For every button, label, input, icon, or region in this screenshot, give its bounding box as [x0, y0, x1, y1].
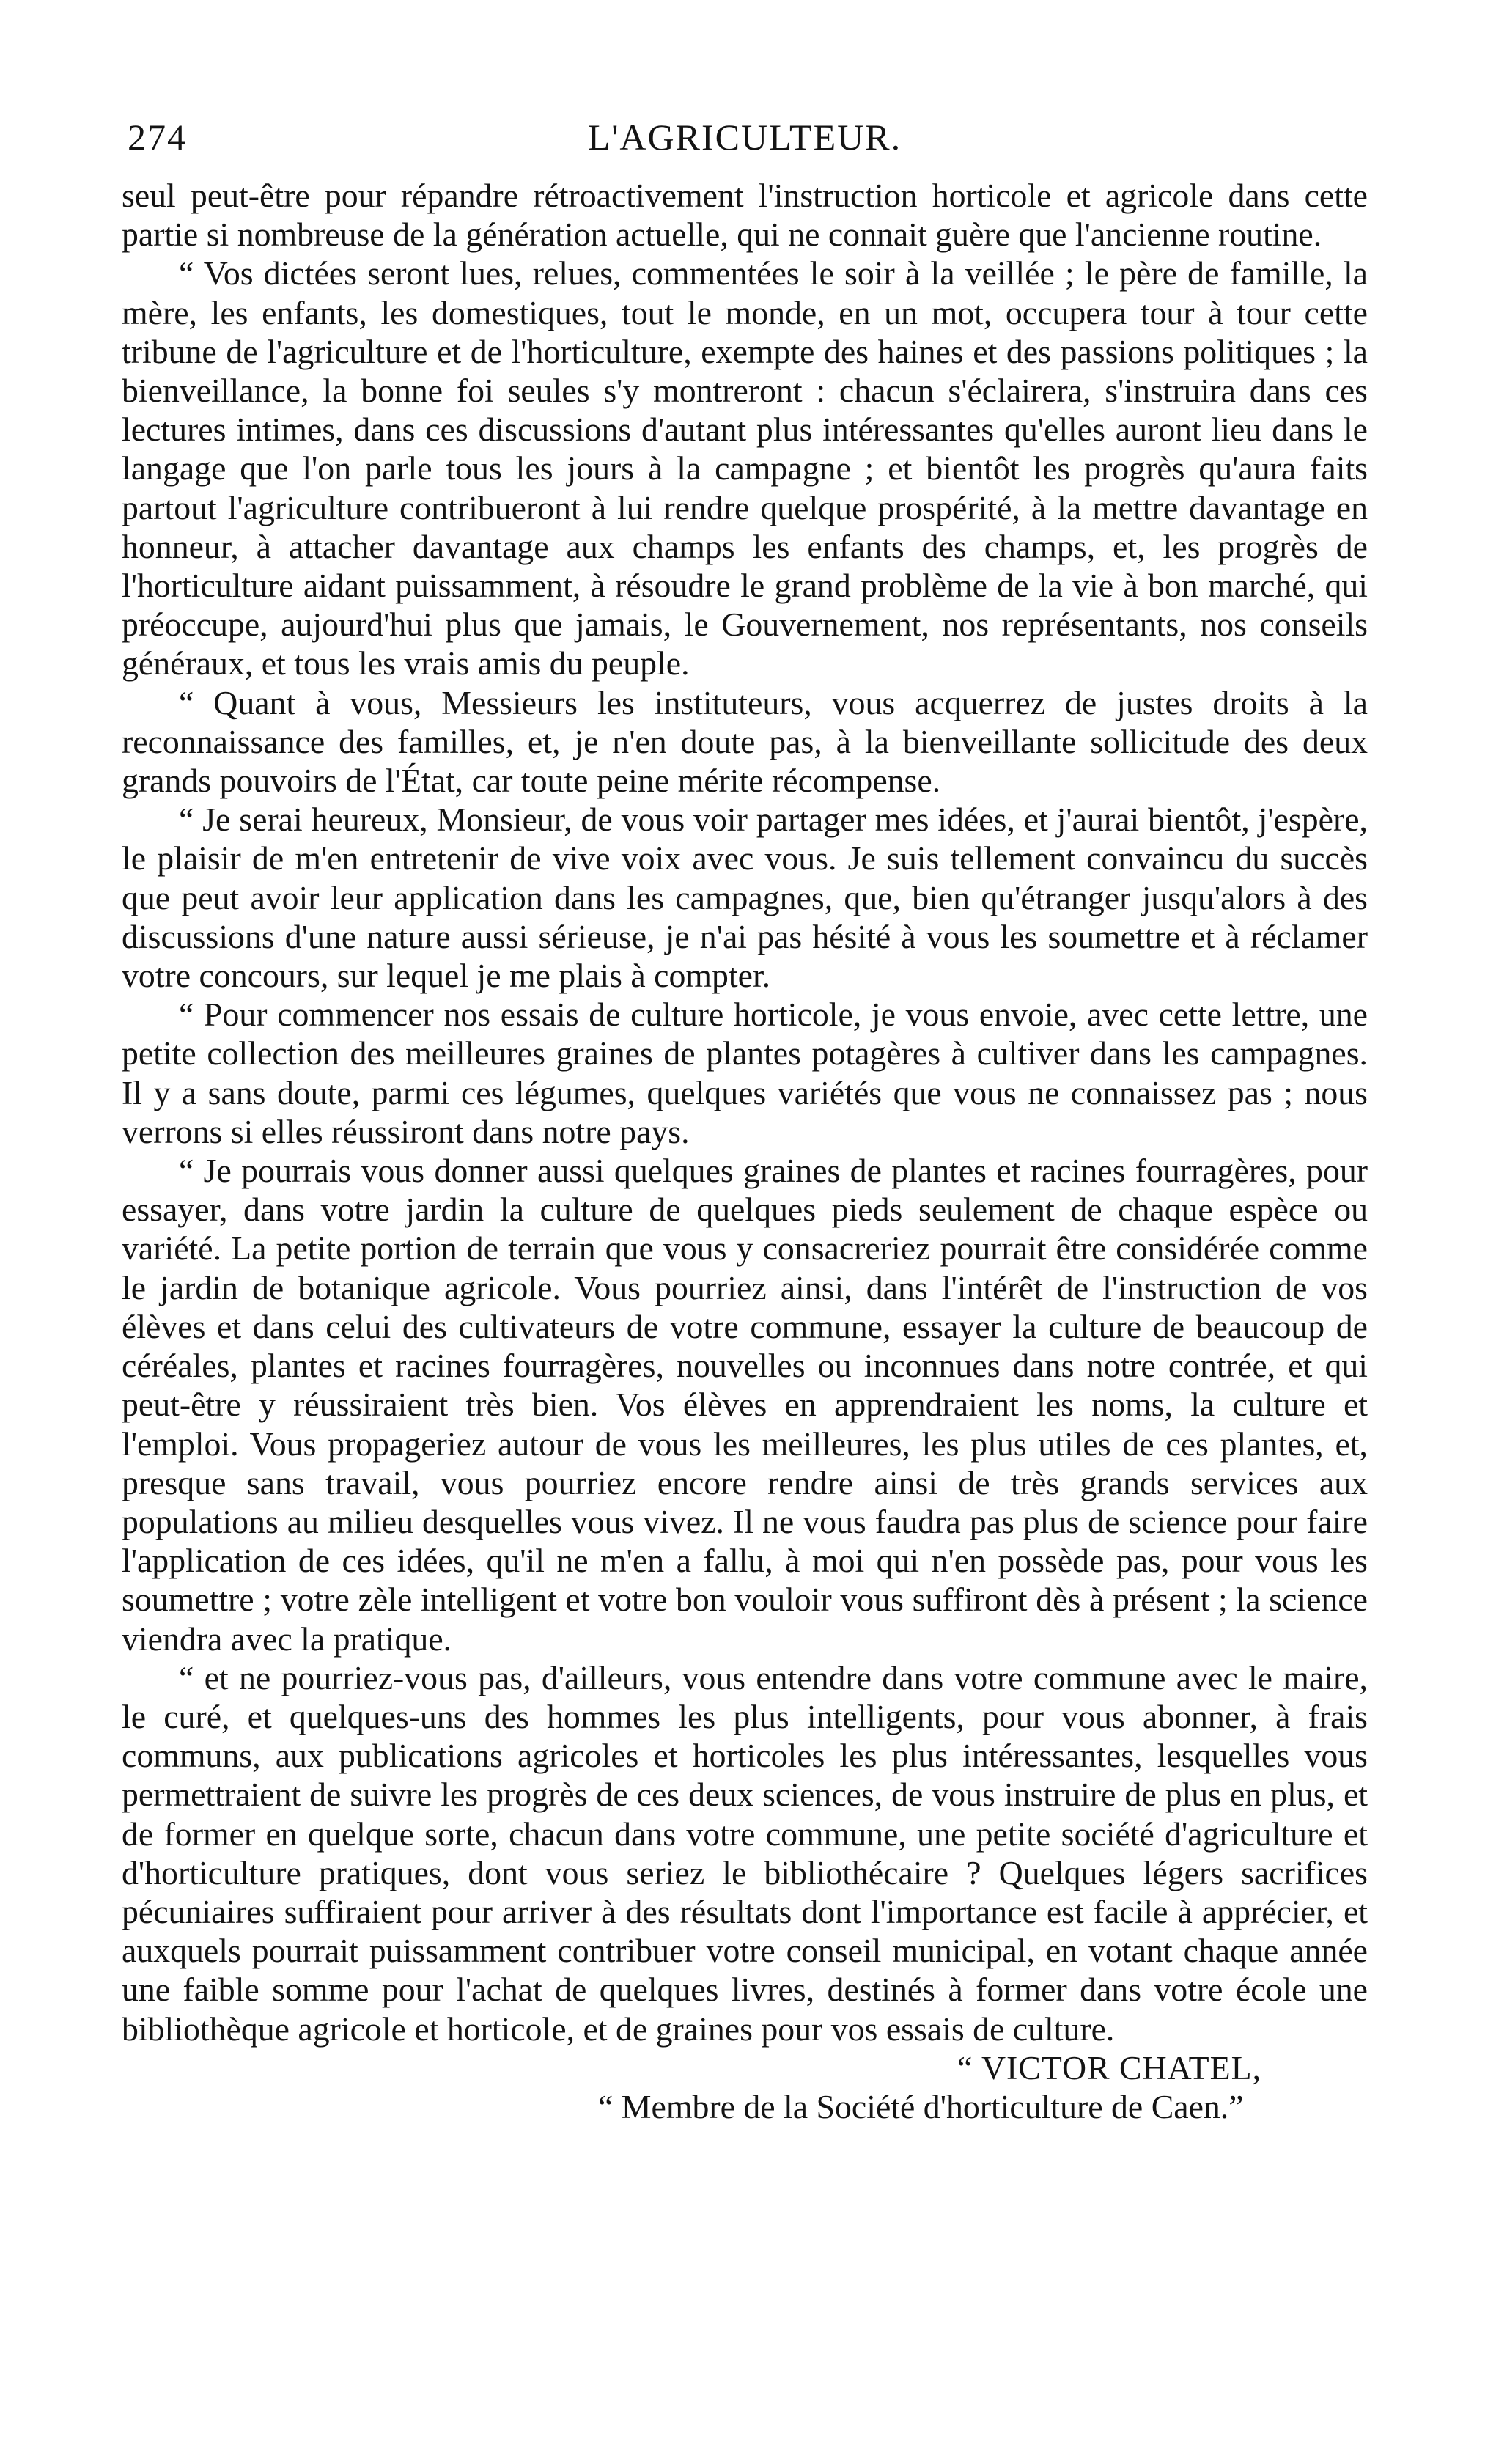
page-header — [122, 110, 1368, 176]
body-text — [122, 176, 1368, 2048]
paragraph-heureux: “ Je serai heureux, Monsieur, de vous voir partager mes idées, et j'aurai bientôt, j'espère, le plaisir de m'en entretenir de vive voix avec vous. Je suis tellement convaincu du succès que peut avoir leur application dans les campagnes, que, bien qu'étranger jusqu'alors à des discussions d'une nature aussi sérieuse, je n'ai pas hésité à vous les soumettre et à réclamer votre concours, sur lequel je me plais à compter. — [122, 801, 1368, 995]
paragraph-continuation: seul peut-être pour répandre rétroactivement l'instruction horticole et agricole dans cette partie si nombreuse de la génération actuelle, qui ne connait guère que l'ancienne routine. — [122, 177, 1368, 254]
signature-name: “ VICTOR CHATEL, — [957, 2048, 1262, 2086]
book-page — [122, 110, 1368, 2126]
signature-title: “ Membre de la Société d'horticulture de Caen.” — [598, 2087, 1244, 2125]
paragraph-dictees: “ Vos dictées seront lues, relues, commentées le soir à la veillée ; le père de famille, la mère, les enfants, les domestiques, tout le monde, en un mot, occupera tour à tour cette tribune de l'agriculture et de l'horticulture, exempte des haines et des passions politiques ; la bienveillance, la bonne foi seules s'y montreront : chacun s'éclairera, s'instruira dans ces lectures intimes, dans ces discussions d'autant plus intéressantes qu'elles auront lieu dans le langage que l'on parle tous les jours à la campagne ; et bientôt les progrès qu'aura faits partout l'agriculture contribueront à lui rendre quelque prospérité, à la mettre davantage en honneur, à attacher davantage aux champs les enfants des champs, et, les progrès de l'horticulture aidant puissamment, à résoudre le grand problème de la vie à bon marché, qui préoccupe, aujourd'hui plus que jamais, le Gouvernement, nos représentants, nos conseils généraux, et tous les vrais amis du peuple. — [122, 254, 1368, 683]
paragraph-essais: “ Pour commencer nos essais de culture horticole, je vous envoie, avec cette lettre, une petite collection des meilleures graines de plantes potagères à cultiver dans les campagnes. Il y a sans doute, parmi ces légumes, quelques variétés que vous ne connaissez pas ; nous verrons si elles réussiront dans notre pays. — [122, 996, 1368, 1150]
paragraph-graines: “ Je pourrais vous donner aussi quelques graines de plantes et racines fourragères, pour essayer, dans votre jardin la culture de quelques pieds seulement de chaque espèce ou variété. La petite portion de terrain que vous y consacreriez pourrait être considérée comme le jardin de botanique agricole. Vous pourriez ainsi, dans l'intérêt de l'instruction de vos élèves et dans celui des cultivateurs de votre commune, essayer la culture de beaucoup de céréales, plantes et racines fourragères, nouvelles ou inconnues dans notre contrée, et qui peut-être y réussiraient très bien. Vos élèves en apprendraient les noms, la culture et l'emploi. Vous propageriez autour de vous les meilleures, les plus utiles de ces plantes, et, presque sans travail, vous pourriez encore rendre ainsi de très grands services aux populations au milieu desquelles vous vivez. Il ne vous faudra pas plus de science pour faire l'application de ces idées, qu'il ne m'en a fallu, à moi qui n'en possède pas, pour vous les soumettre ; votre zèle intelligent et votre bon vouloir vous suffiront dès à présent ; la science viendra avec la pratique. — [122, 1152, 1368, 1658]
paragraph-bibliotheque: “ et ne pourriez-vous pas, d'ailleurs, vous entendre dans votre commune avec le maire, le curé, et quelques-uns des hommes les plus intelligents, pour vous abonner, à frais communs, aux publications agricoles et horticoles les plus intéressantes, lesquelles vous permettraient de suivre les progrès de ces deux sciences, de vous instruire de plus en plus, et de former en quelque sorte, chacun dans votre commune, une petite société d'agriculture et d'horticulture pratiques, dont vous seriez le bibliothécaire ? Quelques légers sacrifices pécuniaires suffiraient pour arriver à des résultats dont l'importance est facile à apprécier, et auxquels pourrait puissamment contribuer votre conseil municipal, en votant chaque année une faible somme pour l'achat de quelques livres, destinés à former dans votre école une bibliothèque agricole et horticole, et de graines pour vos essais de culture. — [122, 1658, 1368, 2048]
paragraph-instituteurs: “ Quant à vous, Messieurs les instituteurs, vous acquerrez de justes droits à la reconnaissance des familles, et, je n'en doute pas, à la bienveillante sollicitude des deux grands pouvoirs de l'État, car toute peine mérite récompense. — [122, 683, 1368, 800]
signature-block — [122, 2048, 1368, 2126]
page-number: 274 — [128, 117, 187, 158]
running-title: L'AGRICULTEUR. — [587, 117, 902, 158]
